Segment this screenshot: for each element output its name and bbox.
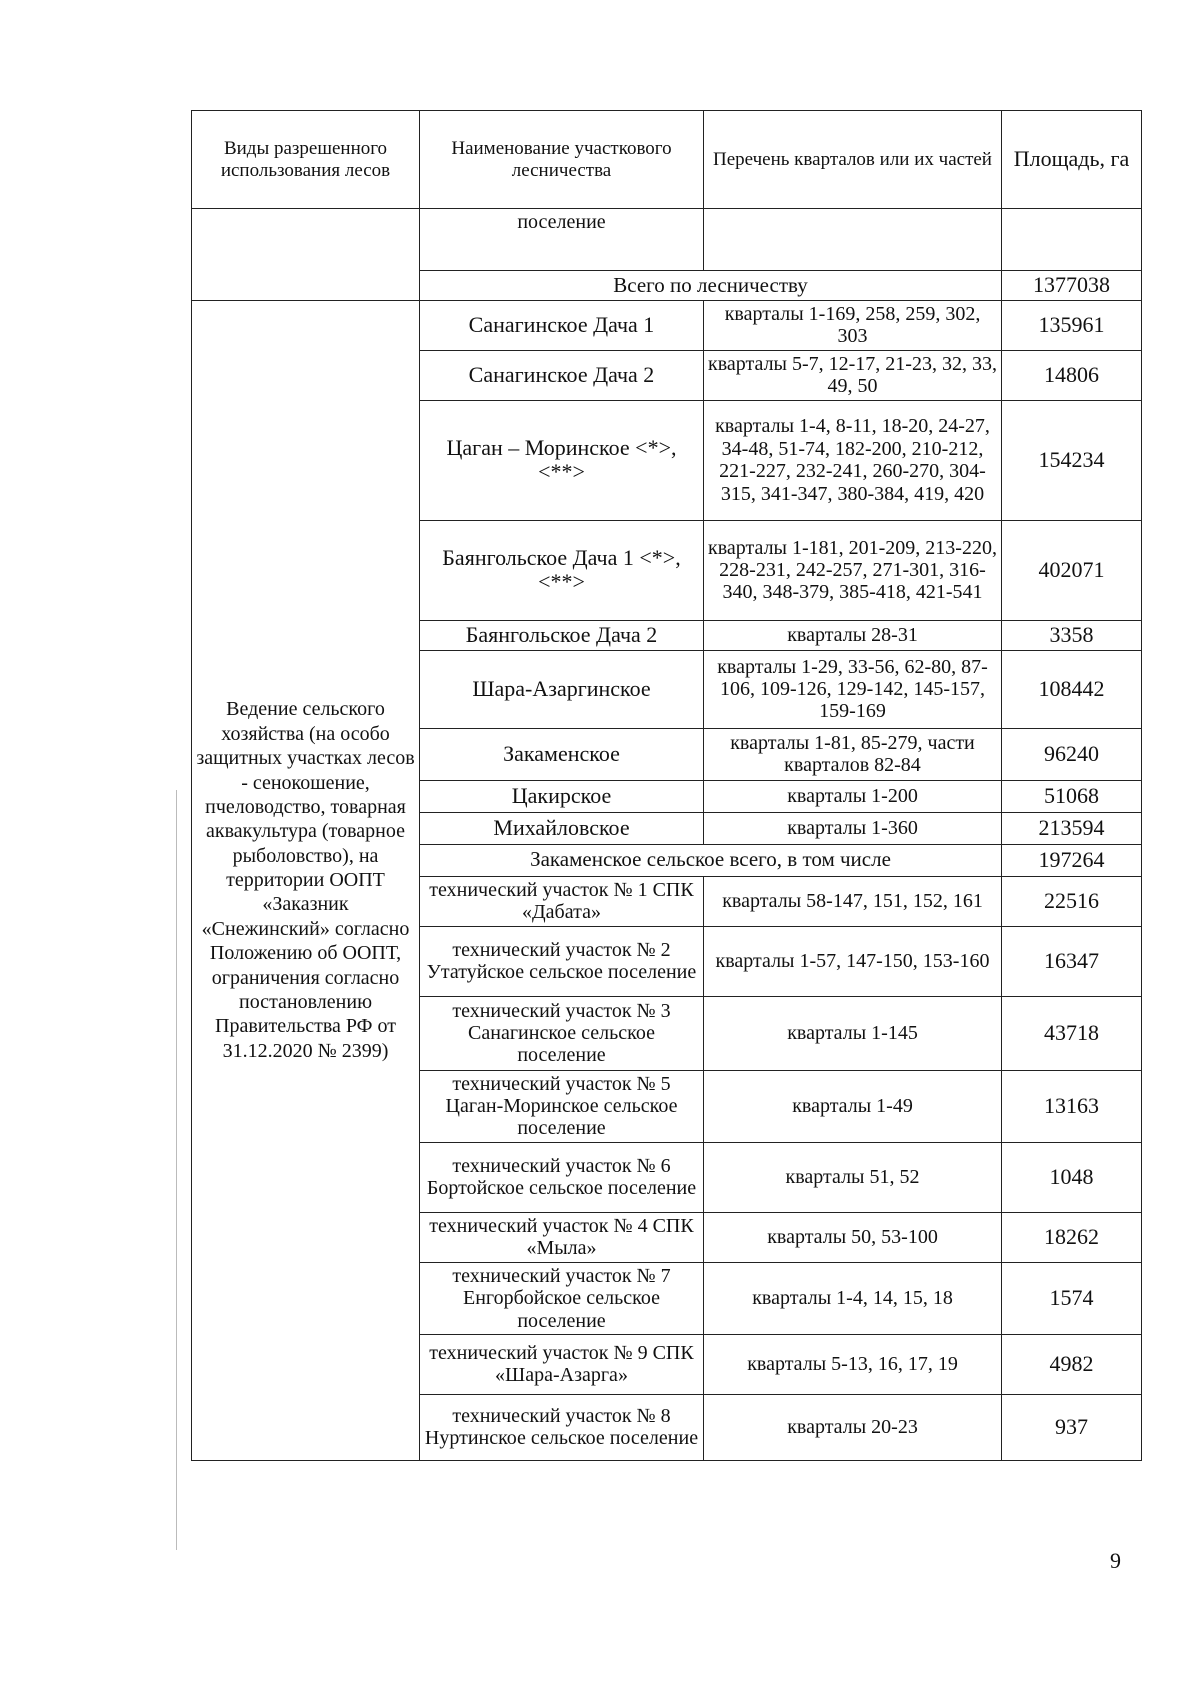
header-usage: Виды разрешенного использования лесов (192, 111, 420, 209)
forestry-name: Цаган – Моринское <*>, <**> (420, 400, 704, 520)
continuation-row (192, 209, 1142, 271)
quarters-list: кварталы 1-4, 14, 15, 18 (704, 1262, 1002, 1334)
total-area: 1377038 (1002, 271, 1142, 301)
area-value: 43718 (1002, 996, 1142, 1070)
forestry-name: Михайловское (420, 812, 704, 844)
area-value: 1574 (1002, 1262, 1142, 1334)
table-row (192, 300, 1142, 350)
scan-margin-line (176, 790, 177, 1550)
total-label: Всего по лесничеству (420, 271, 1002, 301)
quarters-list: кварталы 51, 52 (704, 1142, 1002, 1212)
forestry-name: Закаменское (420, 728, 704, 780)
forestry-name: Санагинское Дача 1 (420, 300, 704, 350)
area-value: 18262 (1002, 1212, 1142, 1262)
quarters-list: кварталы 28-31 (704, 620, 1002, 650)
continuation-quarters-cell (704, 209, 1002, 271)
quarters-list: кварталы 5-7, 12-17, 21-23, 32, 33, 49, 50 (704, 350, 1002, 400)
continuation-forestry-cell: поселение (420, 209, 704, 271)
area-value: 135961 (1002, 300, 1142, 350)
forestry-name: Санагинское Дача 2 (420, 350, 704, 400)
header-area: Площадь, га (1002, 111, 1142, 209)
area-value: 937 (1002, 1394, 1142, 1460)
technical-plot-name: технический участок № 6 Бортойское сельское поселение (420, 1142, 704, 1212)
technical-plot-name: технический участок № 7 Енгорбойское сельское поселение (420, 1262, 704, 1334)
subtotal-label: Закаменское сельское всего, в том числе (420, 844, 1002, 876)
quarters-list: кварталы 58-147, 151, 152, 161 (704, 876, 1002, 926)
quarters-list: кварталы 5-13, 16, 17, 19 (704, 1334, 1002, 1394)
forestry-name: Цакирское (420, 780, 704, 812)
area-value: 14806 (1002, 350, 1142, 400)
quarters-list: кварталы 1-181, 201-209, 213-220, 228-231, 242-257, 271-301, 316-340, 348-379, 385-418, 421-541 (704, 520, 1002, 620)
area-value: 22516 (1002, 876, 1142, 926)
quarters-list: кварталы 1-4, 8-11, 18-20, 24-27, 34-48, 51-74, 182-200, 210-212, 221-227, 232-241, 260-270, 304-315, 341-347, 380-384, 419, 420 (704, 400, 1002, 520)
area-value: 108442 (1002, 650, 1142, 728)
technical-plot-name: технический участок № 2 Утатуйское сельское поселение (420, 926, 704, 996)
quarters-list: кварталы 1-29, 33-56, 62-80, 87-106, 109-126, 129-142, 145-157, 159-169 (704, 650, 1002, 728)
technical-plot-name: технический участок № 5 Цаган-Моринское сельское поселение (420, 1070, 704, 1142)
quarters-list: кварталы 1-49 (704, 1070, 1002, 1142)
page-number: 9 (1110, 1548, 1121, 1573)
forestry-name: Шара-Азаргинское (420, 650, 704, 728)
quarters-list: кварталы 1-145 (704, 996, 1002, 1070)
technical-plot-name: технический участок № 9 СПК «Шара-Азарга» (420, 1334, 704, 1394)
forestry-name: Баянгольское Дача 2 (420, 620, 704, 650)
document-page (191, 110, 1141, 1461)
continuation-area-cell (1002, 209, 1142, 271)
usage-type-cell: Ведение сельского хозяйства (на особо защитных участках лесов - сенокошение, пчеловодство, товарная аквакультура (товарное рыболовство), на территории ООПТ «Заказник «Снежинский» согласно Положению об ООПТ, ограничения согласно постановлению Правительства РФ от 31.12.2020 № 2399) (192, 300, 420, 1460)
area-value: 154234 (1002, 400, 1142, 520)
technical-plot-name: технический участок № 3 Санагинское сельское поселение (420, 996, 704, 1070)
area-value: 3358 (1002, 620, 1142, 650)
area-value: 1048 (1002, 1142, 1142, 1212)
subtotal-area: 197264 (1002, 844, 1142, 876)
technical-plot-name: технический участок № 8 Нуртинское сельское поселение (420, 1394, 704, 1460)
area-value: 96240 (1002, 728, 1142, 780)
technical-plot-name: технический участок № 1 СПК «Дабата» (420, 876, 704, 926)
quarters-list: кварталы 20-23 (704, 1394, 1002, 1460)
continuation-usage-cell (192, 209, 420, 301)
area-value: 213594 (1002, 812, 1142, 844)
forestry-name: Баянгольское Дача 1 <*>,<**> (420, 520, 704, 620)
header-quarters: Перечень кварталов или их частей (704, 111, 1002, 209)
area-value: 4982 (1002, 1334, 1142, 1394)
quarters-list: кварталы 1-360 (704, 812, 1002, 844)
area-value: 13163 (1002, 1070, 1142, 1142)
quarters-list: кварталы 50, 53-100 (704, 1212, 1002, 1262)
technical-plot-name: технический участок № 4 СПК «Мыла» (420, 1212, 704, 1262)
header-forestry: Наименование участкового лесничества (420, 111, 704, 209)
quarters-list: кварталы 1-200 (704, 780, 1002, 812)
header-row (192, 111, 1142, 209)
area-value: 51068 (1002, 780, 1142, 812)
area-value: 402071 (1002, 520, 1142, 620)
quarters-list: кварталы 1-169, 258, 259, 302, 303 (704, 300, 1002, 350)
quarters-list: кварталы 1-81, 85-279, части кварталов 82-84 (704, 728, 1002, 780)
area-value: 16347 (1002, 926, 1142, 996)
forest-usage-table (191, 110, 1142, 1461)
quarters-list: кварталы 1-57, 147-150, 153-160 (704, 926, 1002, 996)
